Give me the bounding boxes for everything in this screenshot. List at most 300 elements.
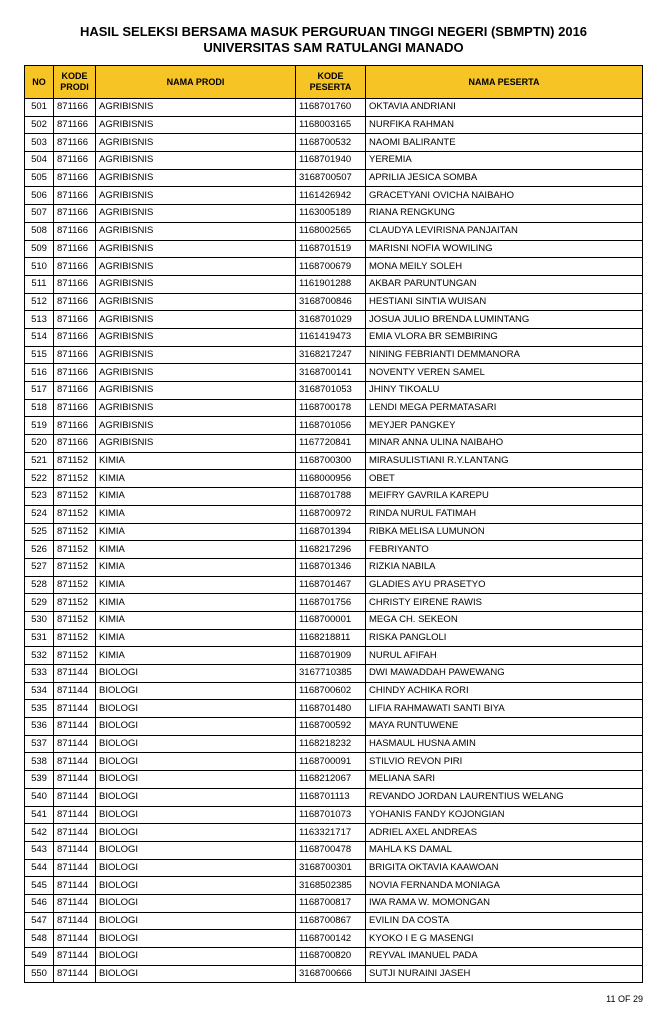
cell-nama-peserta: REYVAL IMANUEL PADA [366, 948, 643, 966]
cell-kode-prodi: 871152 [54, 576, 96, 594]
cell-kode-peserta: 1168700532 [296, 134, 366, 152]
cell-nama-prodi: AGRIBISNIS [96, 258, 296, 276]
cell-no: 535 [25, 700, 54, 718]
cell-no: 540 [25, 788, 54, 806]
cell-nama-peserta: NOVIA FERNANDA MONIAGA [366, 877, 643, 895]
cell-nama-peserta: ADRIEL AXEL ANDREAS [366, 824, 643, 842]
cell-nama-prodi: AGRIBISNIS [96, 275, 296, 293]
cell-nama-prodi: BIOLOGI [96, 948, 296, 966]
cell-nama-peserta: FEBRIYANTO [366, 541, 643, 559]
cell-kode-prodi: 871144 [54, 753, 96, 771]
cell-nama-prodi: AGRIBISNIS [96, 99, 296, 117]
table-row [25, 222, 643, 240]
table-header-row [25, 66, 643, 99]
cell-kode-prodi: 871144 [54, 771, 96, 789]
table-row [25, 328, 643, 346]
cell-no: 517 [25, 382, 54, 400]
table-row [25, 346, 643, 364]
table-row [25, 541, 643, 559]
cell-no: 516 [25, 364, 54, 382]
cell-nama-peserta: CHINDY ACHIKA RORI [366, 682, 643, 700]
cell-kode-peserta: 3168701029 [296, 311, 366, 329]
cell-kode-prodi: 871166 [54, 364, 96, 382]
cell-nama-prodi: KIMIA [96, 452, 296, 470]
table-row [25, 382, 643, 400]
cell-no: 543 [25, 841, 54, 859]
cell-kode-prodi: 871152 [54, 452, 96, 470]
cell-kode-prodi: 871144 [54, 912, 96, 930]
cell-kode-prodi: 871166 [54, 134, 96, 152]
cell-nama-prodi: KIMIA [96, 470, 296, 488]
cell-kode-peserta: 1168701756 [296, 594, 366, 612]
cell-kode-peserta: 1168701940 [296, 152, 366, 170]
table-row [25, 859, 643, 877]
cell-no: 502 [25, 116, 54, 134]
cell-kode-prodi: 871144 [54, 948, 96, 966]
document-subtitle: UNIVERSITAS SAM RATULANGI MANADO [203, 40, 464, 55]
cell-nama-prodi: AGRIBISNIS [96, 346, 296, 364]
cell-nama-peserta: NURFIKA RAHMAN [366, 116, 643, 134]
cell-no: 536 [25, 718, 54, 736]
cell-nama-prodi: KIMIA [96, 611, 296, 629]
cell-kode-peserta: 1168700300 [296, 452, 366, 470]
cell-kode-prodi: 871152 [54, 470, 96, 488]
table-row [25, 364, 643, 382]
table-row [25, 275, 643, 293]
cell-no: 527 [25, 558, 54, 576]
cell-kode-prodi: 871166 [54, 275, 96, 293]
cell-nama-prodi: BIOLOGI [96, 894, 296, 912]
cell-nama-prodi: BIOLOGI [96, 824, 296, 842]
table-row [25, 417, 643, 435]
cell-nama-peserta: NAOMI BALIRANTE [366, 134, 643, 152]
cell-kode-peserta: 1168002565 [296, 222, 366, 240]
cell-no: 509 [25, 240, 54, 258]
cell-nama-prodi: KIMIA [96, 647, 296, 665]
cell-nama-peserta: NURUL AFIFAH [366, 647, 643, 665]
cell-kode-peserta: 1168700820 [296, 948, 366, 966]
table-row [25, 258, 643, 276]
table-row [25, 293, 643, 311]
cell-kode-prodi: 871166 [54, 328, 96, 346]
cell-no: 503 [25, 134, 54, 152]
cell-kode-prodi: 871144 [54, 877, 96, 895]
cell-kode-peserta: 3168700141 [296, 364, 366, 382]
cell-nama-prodi: KIMIA [96, 488, 296, 506]
table-row [25, 824, 643, 842]
cell-nama-prodi: AGRIBISNIS [96, 399, 296, 417]
table-row [25, 912, 643, 930]
document-title: HASIL SELEKSI BERSAMA MASUK PERGURUAN TINGGI NEGERI (SBMPTN) 2016 [79, 24, 588, 39]
cell-kode-prodi: 871166 [54, 293, 96, 311]
cell-no: 518 [25, 399, 54, 417]
cell-no: 539 [25, 771, 54, 789]
cell-kode-prodi: 871166 [54, 435, 96, 453]
cell-nama-prodi: BIOLOGI [96, 753, 296, 771]
cell-no: 537 [25, 735, 54, 753]
cell-no: 523 [25, 488, 54, 506]
cell-nama-peserta: RINDA NURUL FATIMAH [366, 505, 643, 523]
table-row [25, 629, 643, 647]
cell-no: 524 [25, 505, 54, 523]
cell-kode-peserta: 1168218811 [296, 629, 366, 647]
table-row [25, 152, 643, 170]
cell-nama-peserta: REVANDO JORDAN LAURENTIUS WELANG [366, 788, 643, 806]
cell-nama-prodi: BIOLOGI [96, 718, 296, 736]
page-number: 11 OF 29 [606, 994, 643, 1004]
cell-kode-prodi: 871144 [54, 735, 96, 753]
table-row [25, 700, 643, 718]
cell-nama-prodi: AGRIBISNIS [96, 435, 296, 453]
table-row [25, 576, 643, 594]
col-header-nama-peserta: NAMA PESERTA [366, 66, 643, 99]
cell-no: 521 [25, 452, 54, 470]
cell-nama-prodi: AGRIBISNIS [96, 205, 296, 223]
table-row [25, 665, 643, 683]
cell-nama-peserta: RIANA RENGKUNG [366, 205, 643, 223]
table-row [25, 116, 643, 134]
cell-kode-peserta: 1168218232 [296, 735, 366, 753]
cell-kode-prodi: 871166 [54, 99, 96, 117]
cell-kode-peserta: 3168217247 [296, 346, 366, 364]
cell-nama-peserta: EVILIN DA COSTA [366, 912, 643, 930]
cell-kode-prodi: 871166 [54, 205, 96, 223]
cell-kode-peserta: 1168700178 [296, 399, 366, 417]
cell-nama-prodi: AGRIBISNIS [96, 222, 296, 240]
cell-kode-prodi: 871152 [54, 594, 96, 612]
cell-kode-peserta: 1168701346 [296, 558, 366, 576]
table-row [25, 841, 643, 859]
cell-kode-peserta: 1168701788 [296, 488, 366, 506]
cell-no: 515 [25, 346, 54, 364]
col-header-kode-prodi: KODE PRODI [54, 66, 96, 99]
cell-nama-prodi: BIOLOGI [96, 859, 296, 877]
cell-kode-prodi: 871144 [54, 788, 96, 806]
cell-nama-prodi: BIOLOGI [96, 930, 296, 948]
cell-nama-peserta: KYOKO I E G MASENGI [366, 930, 643, 948]
table-row [25, 877, 643, 895]
cell-kode-peserta: 1163005189 [296, 205, 366, 223]
cell-kode-prodi: 871152 [54, 523, 96, 541]
table-row [25, 169, 643, 187]
table-row [25, 205, 643, 223]
cell-nama-peserta: RISKA PANGLOLI [366, 629, 643, 647]
cell-nama-peserta: LENDI MEGA PERMATASARI [366, 399, 643, 417]
cell-kode-prodi: 871144 [54, 806, 96, 824]
cell-kode-peserta: 1161419473 [296, 328, 366, 346]
cell-no: 547 [25, 912, 54, 930]
cell-kode-peserta: 1168701073 [296, 806, 366, 824]
cell-nama-peserta: CHRISTY EIRENE RAWIS [366, 594, 643, 612]
table-row [25, 452, 643, 470]
cell-kode-prodi: 871166 [54, 399, 96, 417]
cell-nama-peserta: RIBKA MELISA LUMUNON [366, 523, 643, 541]
cell-nama-peserta: MINAR ANNA ULINA NAIBAHO [366, 435, 643, 453]
cell-no: 542 [25, 824, 54, 842]
cell-no: 510 [25, 258, 54, 276]
table-row [25, 647, 643, 665]
cell-kode-peserta: 1168701760 [296, 99, 366, 117]
cell-no: 519 [25, 417, 54, 435]
cell-kode-peserta: 1168217296 [296, 541, 366, 559]
cell-kode-peserta: 1168700592 [296, 718, 366, 736]
cell-nama-prodi: AGRIBISNIS [96, 240, 296, 258]
cell-nama-prodi: BIOLOGI [96, 771, 296, 789]
cell-kode-peserta: 3168700507 [296, 169, 366, 187]
cell-nama-prodi: AGRIBISNIS [96, 382, 296, 400]
table-row [25, 311, 643, 329]
cell-nama-prodi: AGRIBISNIS [96, 293, 296, 311]
table-row [25, 930, 643, 948]
cell-kode-peserta: 1168700142 [296, 930, 366, 948]
cell-no: 525 [25, 523, 54, 541]
cell-kode-peserta: 3168700666 [296, 965, 366, 983]
cell-nama-peserta: LIFIA RAHMAWATI SANTI BIYA [366, 700, 643, 718]
results-table [24, 65, 643, 983]
cell-no: 505 [25, 169, 54, 187]
table-row [25, 718, 643, 736]
cell-nama-peserta: STILVIO REVON PIRI [366, 753, 643, 771]
cell-nama-peserta: DWI MAWADDAH PAWEWANG [366, 665, 643, 683]
cell-kode-peserta: 1168701394 [296, 523, 366, 541]
cell-no: 507 [25, 205, 54, 223]
table-row [25, 806, 643, 824]
cell-kode-prodi: 871144 [54, 894, 96, 912]
cell-kode-prodi: 871152 [54, 558, 96, 576]
cell-nama-peserta: HASMAUL HUSNA AMIN [366, 735, 643, 753]
cell-nama-prodi: AGRIBISNIS [96, 116, 296, 134]
cell-kode-peserta: 1168700972 [296, 505, 366, 523]
cell-nama-prodi: BIOLOGI [96, 841, 296, 859]
cell-kode-prodi: 871166 [54, 169, 96, 187]
cell-nama-prodi: KIMIA [96, 523, 296, 541]
cell-kode-prodi: 871166 [54, 311, 96, 329]
col-header-no: NO [25, 66, 54, 99]
cell-no: 529 [25, 594, 54, 612]
table-row [25, 948, 643, 966]
table-row [25, 187, 643, 205]
cell-kode-prodi: 871144 [54, 700, 96, 718]
cell-nama-peserta: GRACETYANI OVICHA NAIBAHO [366, 187, 643, 205]
cell-kode-peserta: 1168701467 [296, 576, 366, 594]
cell-nama-prodi: BIOLOGI [96, 965, 296, 983]
cell-nama-peserta: YEREMIA [366, 152, 643, 170]
cell-no: 550 [25, 965, 54, 983]
cell-nama-prodi: BIOLOGI [96, 700, 296, 718]
cell-kode-peserta: 3167710385 [296, 665, 366, 683]
cell-nama-peserta: MEIFRY GAVRILA KAREPU [366, 488, 643, 506]
table-row [25, 594, 643, 612]
cell-nama-peserta: SUTJI NURAINI JASEH [366, 965, 643, 983]
cell-kode-prodi: 871144 [54, 841, 96, 859]
cell-no: 534 [25, 682, 54, 700]
cell-kode-prodi: 871144 [54, 718, 96, 736]
cell-nama-prodi: BIOLOGI [96, 665, 296, 683]
cell-kode-peserta: 1168700602 [296, 682, 366, 700]
table-row [25, 682, 643, 700]
cell-nama-peserta: OKTAVIA ANDRIANI [366, 99, 643, 117]
table-row [25, 558, 643, 576]
table-row [25, 894, 643, 912]
cell-nama-peserta: NINING FEBRIANTI DEMMANORA [366, 346, 643, 364]
cell-kode-prodi: 871166 [54, 382, 96, 400]
cell-no: 514 [25, 328, 54, 346]
table-row [25, 788, 643, 806]
cell-nama-prodi: AGRIBISNIS [96, 134, 296, 152]
cell-no: 512 [25, 293, 54, 311]
table-row [25, 435, 643, 453]
cell-nama-peserta: MAYA RUNTUWENE [366, 718, 643, 736]
table-row [25, 399, 643, 417]
cell-nama-prodi: AGRIBISNIS [96, 152, 296, 170]
cell-kode-peserta: 1168700679 [296, 258, 366, 276]
table-row [25, 753, 643, 771]
cell-kode-peserta: 1163321717 [296, 824, 366, 842]
cell-kode-peserta: 1168700817 [296, 894, 366, 912]
cell-kode-peserta: 1168700478 [296, 841, 366, 859]
cell-kode-peserta: 1167720841 [296, 435, 366, 453]
cell-nama-peserta: MELIANA SARI [366, 771, 643, 789]
cell-no: 504 [25, 152, 54, 170]
cell-nama-peserta: MARISNI NOFIA WOWILING [366, 240, 643, 258]
cell-no: 526 [25, 541, 54, 559]
cell-no: 544 [25, 859, 54, 877]
cell-nama-peserta: GLADIES AYU PRASETYO [366, 576, 643, 594]
cell-kode-peserta: 1168701519 [296, 240, 366, 258]
cell-kode-prodi: 871152 [54, 505, 96, 523]
cell-kode-prodi: 871144 [54, 965, 96, 983]
cell-kode-prodi: 871144 [54, 859, 96, 877]
cell-no: 545 [25, 877, 54, 895]
cell-kode-prodi: 871144 [54, 682, 96, 700]
cell-no: 530 [25, 611, 54, 629]
col-header-kode-peserta: KODE PESERTA [296, 66, 366, 99]
cell-no: 532 [25, 647, 54, 665]
cell-kode-peserta: 1161901288 [296, 275, 366, 293]
cell-nama-peserta: MEGA CH. SEKEON [366, 611, 643, 629]
cell-kode-prodi: 871166 [54, 222, 96, 240]
cell-kode-prodi: 871144 [54, 824, 96, 842]
cell-no: 501 [25, 99, 54, 117]
cell-nama-peserta: YOHANIS FANDY KOJONGIAN [366, 806, 643, 824]
cell-nama-prodi: KIMIA [96, 629, 296, 647]
cell-nama-prodi: BIOLOGI [96, 806, 296, 824]
cell-nama-peserta: MEYJER PANGKEY [366, 417, 643, 435]
cell-nama-peserta: IWA RAMA W. MOMONGAN [366, 894, 643, 912]
cell-no: 546 [25, 894, 54, 912]
cell-no: 506 [25, 187, 54, 205]
cell-nama-prodi: AGRIBISNIS [96, 328, 296, 346]
cell-nama-prodi: BIOLOGI [96, 877, 296, 895]
table-row [25, 523, 643, 541]
cell-nama-prodi: KIMIA [96, 558, 296, 576]
cell-nama-prodi: BIOLOGI [96, 912, 296, 930]
cell-kode-prodi: 871152 [54, 488, 96, 506]
cell-kode-peserta: 1168701056 [296, 417, 366, 435]
cell-nama-peserta: HESTIANI SINTIA WUISAN [366, 293, 643, 311]
cell-nama-prodi: AGRIBISNIS [96, 364, 296, 382]
cell-kode-peserta: 1168701480 [296, 700, 366, 718]
cell-nama-peserta: AKBAR PARUNTUNGAN [366, 275, 643, 293]
cell-kode-prodi: 871144 [54, 665, 96, 683]
cell-nama-peserta: NOVENTY VEREN SAMEL [366, 364, 643, 382]
cell-kode-prodi: 871166 [54, 187, 96, 205]
table-row [25, 470, 643, 488]
cell-kode-peserta: 3168700301 [296, 859, 366, 877]
cell-kode-peserta: 3168701053 [296, 382, 366, 400]
cell-kode-prodi: 871166 [54, 346, 96, 364]
cell-no: 508 [25, 222, 54, 240]
cell-kode-prodi: 871166 [54, 116, 96, 134]
cell-kode-prodi: 871166 [54, 152, 96, 170]
cell-kode-peserta: 1168701909 [296, 647, 366, 665]
cell-nama-peserta: MONA MEILY SOLEH [366, 258, 643, 276]
cell-no: 541 [25, 806, 54, 824]
cell-nama-prodi: KIMIA [96, 594, 296, 612]
col-header-nama-prodi: NAMA PRODI [96, 66, 296, 99]
cell-kode-prodi: 871166 [54, 240, 96, 258]
cell-no: 511 [25, 275, 54, 293]
cell-kode-prodi: 871166 [54, 417, 96, 435]
cell-no: 538 [25, 753, 54, 771]
cell-nama-peserta: OBET [366, 470, 643, 488]
cell-kode-prodi: 871152 [54, 629, 96, 647]
cell-nama-prodi: BIOLOGI [96, 735, 296, 753]
cell-no: 522 [25, 470, 54, 488]
cell-kode-peserta: 1168212067 [296, 771, 366, 789]
cell-nama-prodi: KIMIA [96, 576, 296, 594]
table-row [25, 505, 643, 523]
table-row [25, 240, 643, 258]
cell-nama-peserta: JOSUA JULIO BRENDA LUMINTANG [366, 311, 643, 329]
cell-kode-peserta: 1168700001 [296, 611, 366, 629]
cell-kode-prodi: 871166 [54, 258, 96, 276]
cell-nama-peserta: MIRASULISTIANI R.Y.LANTANG [366, 452, 643, 470]
cell-no: 528 [25, 576, 54, 594]
cell-nama-prodi: AGRIBISNIS [96, 169, 296, 187]
cell-nama-prodi: AGRIBISNIS [96, 417, 296, 435]
cell-kode-peserta: 1168700091 [296, 753, 366, 771]
cell-no: 549 [25, 948, 54, 966]
table-row [25, 99, 643, 117]
cell-nama-peserta: BRIGITA OKTAVIA KAAWOAN [366, 859, 643, 877]
cell-nama-peserta: APRILIA JESICA SOMBA [366, 169, 643, 187]
cell-nama-peserta: EMIA VLORA BR SEMBIRING [366, 328, 643, 346]
cell-no: 531 [25, 629, 54, 647]
cell-kode-prodi: 871152 [54, 611, 96, 629]
cell-kode-prodi: 871144 [54, 930, 96, 948]
cell-nama-peserta: CLAUDYA LEVIRISNA PANJAITAN [366, 222, 643, 240]
cell-kode-peserta: 1168003165 [296, 116, 366, 134]
cell-kode-peserta: 3168502385 [296, 877, 366, 895]
table-row [25, 488, 643, 506]
cell-nama-prodi: BIOLOGI [96, 788, 296, 806]
cell-kode-peserta: 1168701113 [296, 788, 366, 806]
table-row [25, 771, 643, 789]
cell-nama-prodi: AGRIBISNIS [96, 311, 296, 329]
cell-no: 533 [25, 665, 54, 683]
cell-nama-prodi: KIMIA [96, 505, 296, 523]
cell-nama-prodi: KIMIA [96, 541, 296, 559]
cell-kode-peserta: 1168700867 [296, 912, 366, 930]
cell-no: 520 [25, 435, 54, 453]
table-row [25, 735, 643, 753]
cell-kode-prodi: 871152 [54, 647, 96, 665]
cell-kode-peserta: 1168000956 [296, 470, 366, 488]
cell-kode-prodi: 871152 [54, 541, 96, 559]
cell-nama-peserta: RIZKIA NABILA [366, 558, 643, 576]
table-row [25, 611, 643, 629]
